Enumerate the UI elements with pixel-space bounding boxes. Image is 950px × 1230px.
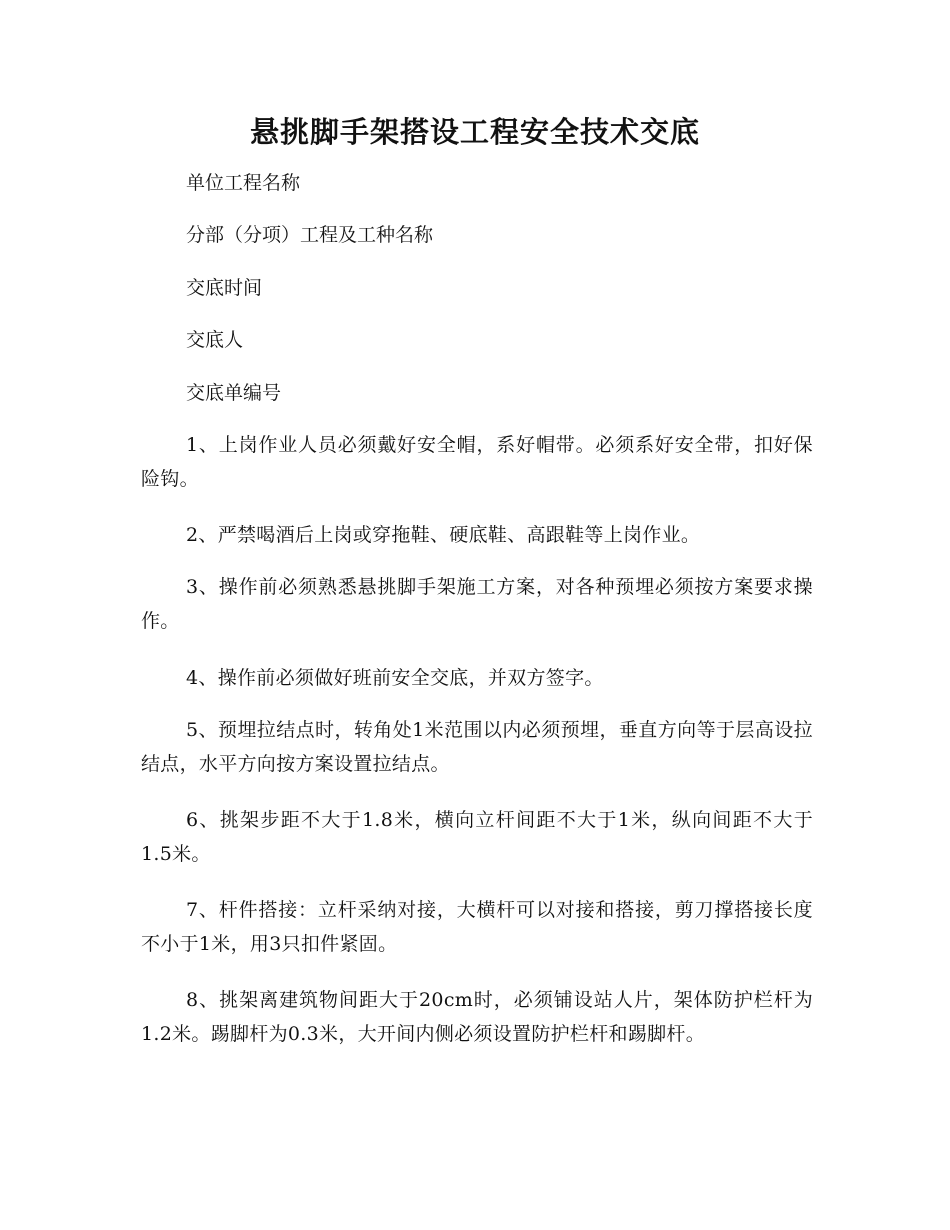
safety-item-3: 3、操作前必须熟悉悬挑脚手架施工方案，对各种预埋必须按方案要求操作。 [141,576,813,632]
safety-item-8: 8、挑架离建筑物间距大于20cm时，必须铺设站人片，架体防护栏杆为1.2米。踢脚杆为0.3米，大开间内侧必须设置防护栏杆和踢脚杆。 [141,989,813,1045]
field-unit-project-name: 单位工程名称 [186,172,301,194]
safety-item-2: 2、严禁喝酒后上岗或穿拖鞋、硬底鞋、高跟鞋等上岗作业。 [186,524,701,546]
field-briefing-number: 交底单编号 [186,382,282,404]
field-briefing-time: 交底时间 [186,277,263,299]
field-briefer: 交底人 [186,329,244,351]
safety-item-1: 1、上岗作业人员必须戴好安全帽，系好帽带。必须系好安全带，扣好保险钩。 [141,434,813,490]
document-title: 悬挑脚手架搭设工程安全技术交底 [249,115,700,149]
field-subproject-and-trade: 分部（分项）工程及工种名称 [186,224,434,246]
safety-item-7: 7、杆件搭接：立杆采纳对接，大横杆可以对接和搭接，剪刀撑搭接长度不小于1米，用3只扣件紧固。 [141,899,813,955]
safety-item-5: 5、预埋拉结点时，转角处1米范围以内必须预埋，垂直方向等于层高设拉结点，水平方向按方案设置拉结点。 [141,719,813,775]
safety-item-6: 6、挑架步距不大于1.8米，横向立杆间距不大于1米，纵向间距不大于1.5米。 [141,809,813,865]
safety-item-4: 4、操作前必须做好班前安全交底，并双方签字。 [186,667,604,689]
